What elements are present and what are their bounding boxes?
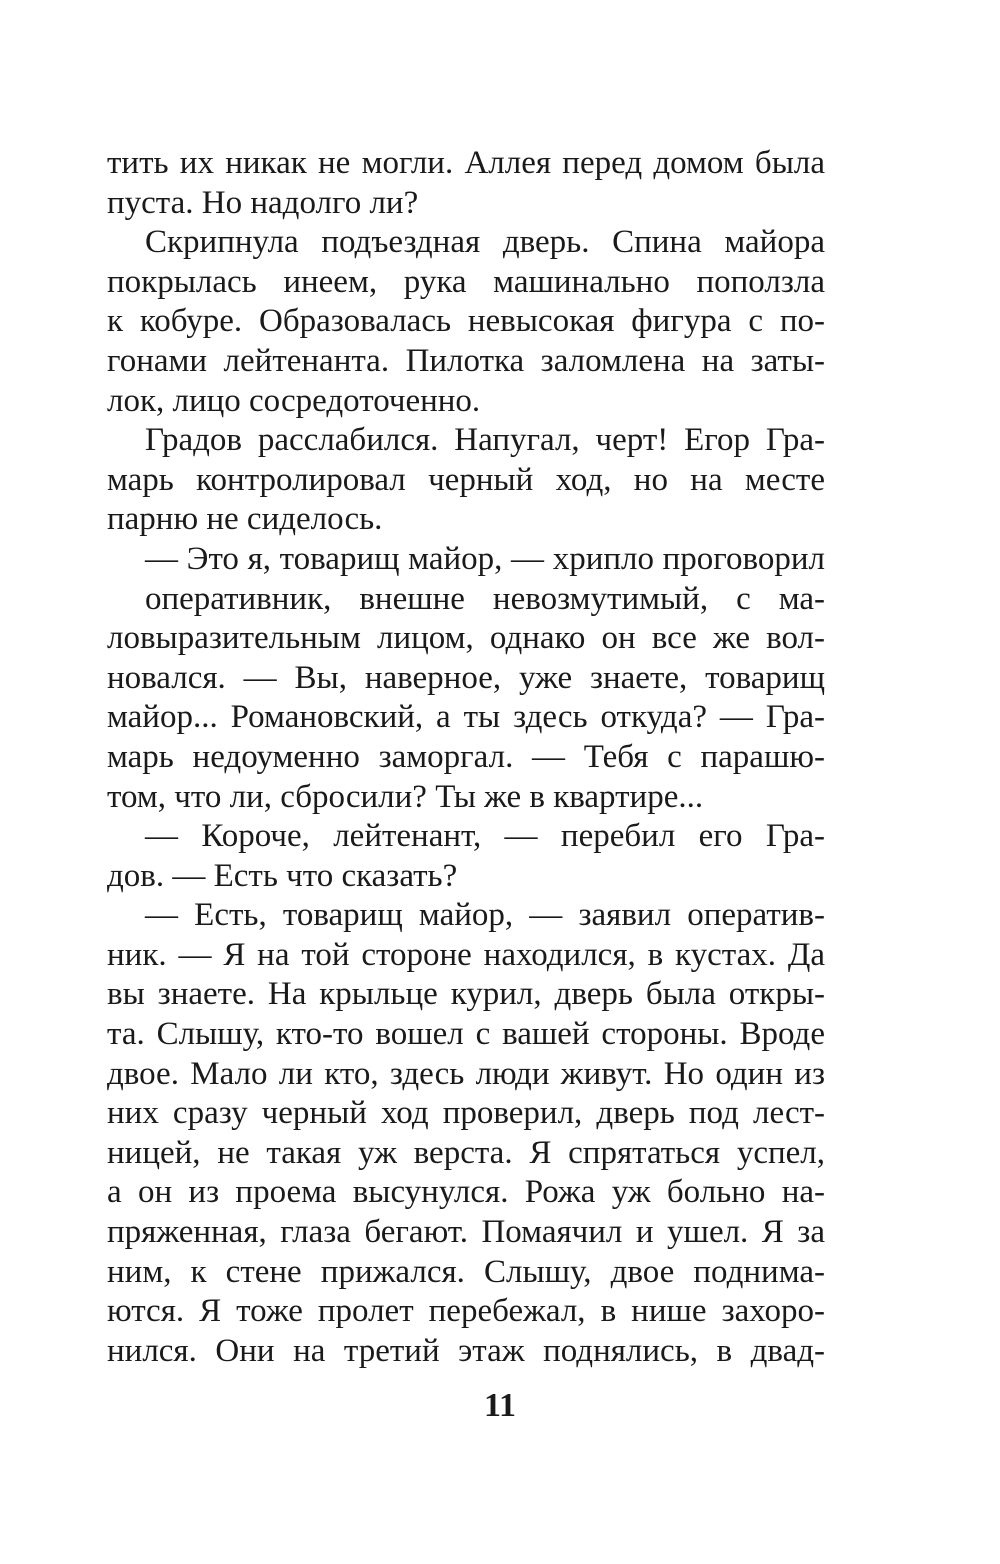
text-line: а он из проема высунулся. Рожа уж больно на- (107, 1174, 825, 1211)
text-line: — Есть, товарищ майор, — заявил оператив- (145, 897, 825, 934)
text-line: майор... Романовский, а ты здесь откуда? — Гра- (107, 699, 825, 736)
text-line: к кобуре. Образовалась невысокая фигура с по- (107, 303, 825, 340)
text-line: пуста. Но надолго ли? (107, 184, 419, 221)
text-line: парню не сиделось. (107, 501, 383, 538)
text-line: том, что ли, сбросили? Ты же в квартире... (107, 778, 704, 815)
text-line: лок, лицо сосредоточенно. (107, 382, 481, 419)
text-line: гонами лейтенанта. Пилотка заломлена на заты- (107, 342, 825, 379)
text-line: — Короче, лейтенант, — перебил его Гра- (145, 818, 825, 855)
text-line: новался. — Вы, наверное, уже знаете, товарищ (107, 659, 825, 696)
text-line: ницей, не такая уж верста. Я спрятаться успел, (107, 1134, 825, 1171)
text-line: марь контролировал черный ход, но на месте (107, 461, 825, 498)
text-line: ним, к стене прижался. Слышу, двое поднима- (107, 1253, 825, 1290)
text-line: марь недоуменно заморгал. — Тебя с парашю- (107, 738, 825, 775)
text-line: Скрипнула подъездная дверь. Спина майора (145, 224, 825, 261)
text-line: ловыразительным лицом, однако он все же вол- (107, 620, 825, 657)
text-line: вы знаете. На крыльце курил, дверь была откры- (107, 976, 825, 1013)
body-text (107, 144, 825, 1371)
text-line: дов. — Есть что сказать? (107, 857, 458, 894)
text-line: двое. Мало ли кто, здесь люди живут. Но один из (107, 1055, 825, 1092)
text-line: покрылась инеем, рука машинально поползла (107, 263, 825, 300)
text-line: пряженная, глаза бегают. Помаячил и ушел. Я за (107, 1214, 825, 1251)
text-line: — Это я, товарищ майор, — хрипло проговорил оперативник, внешне невозмутимый, с ма- (145, 540, 825, 617)
text-line: нился. Они на третий этаж поднялись, в двад- (107, 1332, 825, 1369)
text-line: ются. Я тоже пролет перебежал, в нише захоро- (107, 1293, 825, 1330)
text-line: Градов расслабился. Напугал, черт! Егор Гра- (145, 422, 825, 459)
page-number: 11 (483, 1387, 517, 1424)
text-line: тить их никак не могли. Аллея перед домом была (107, 145, 825, 181)
text-line: ник. — Я на той стороне находился, в кустах. Да (107, 936, 825, 973)
text-line: них сразу черный ход проверил, дверь под лест- (107, 1095, 825, 1132)
text-line: та. Слышу, кто-то вошел с вашей стороны. Вроде (107, 1016, 825, 1053)
